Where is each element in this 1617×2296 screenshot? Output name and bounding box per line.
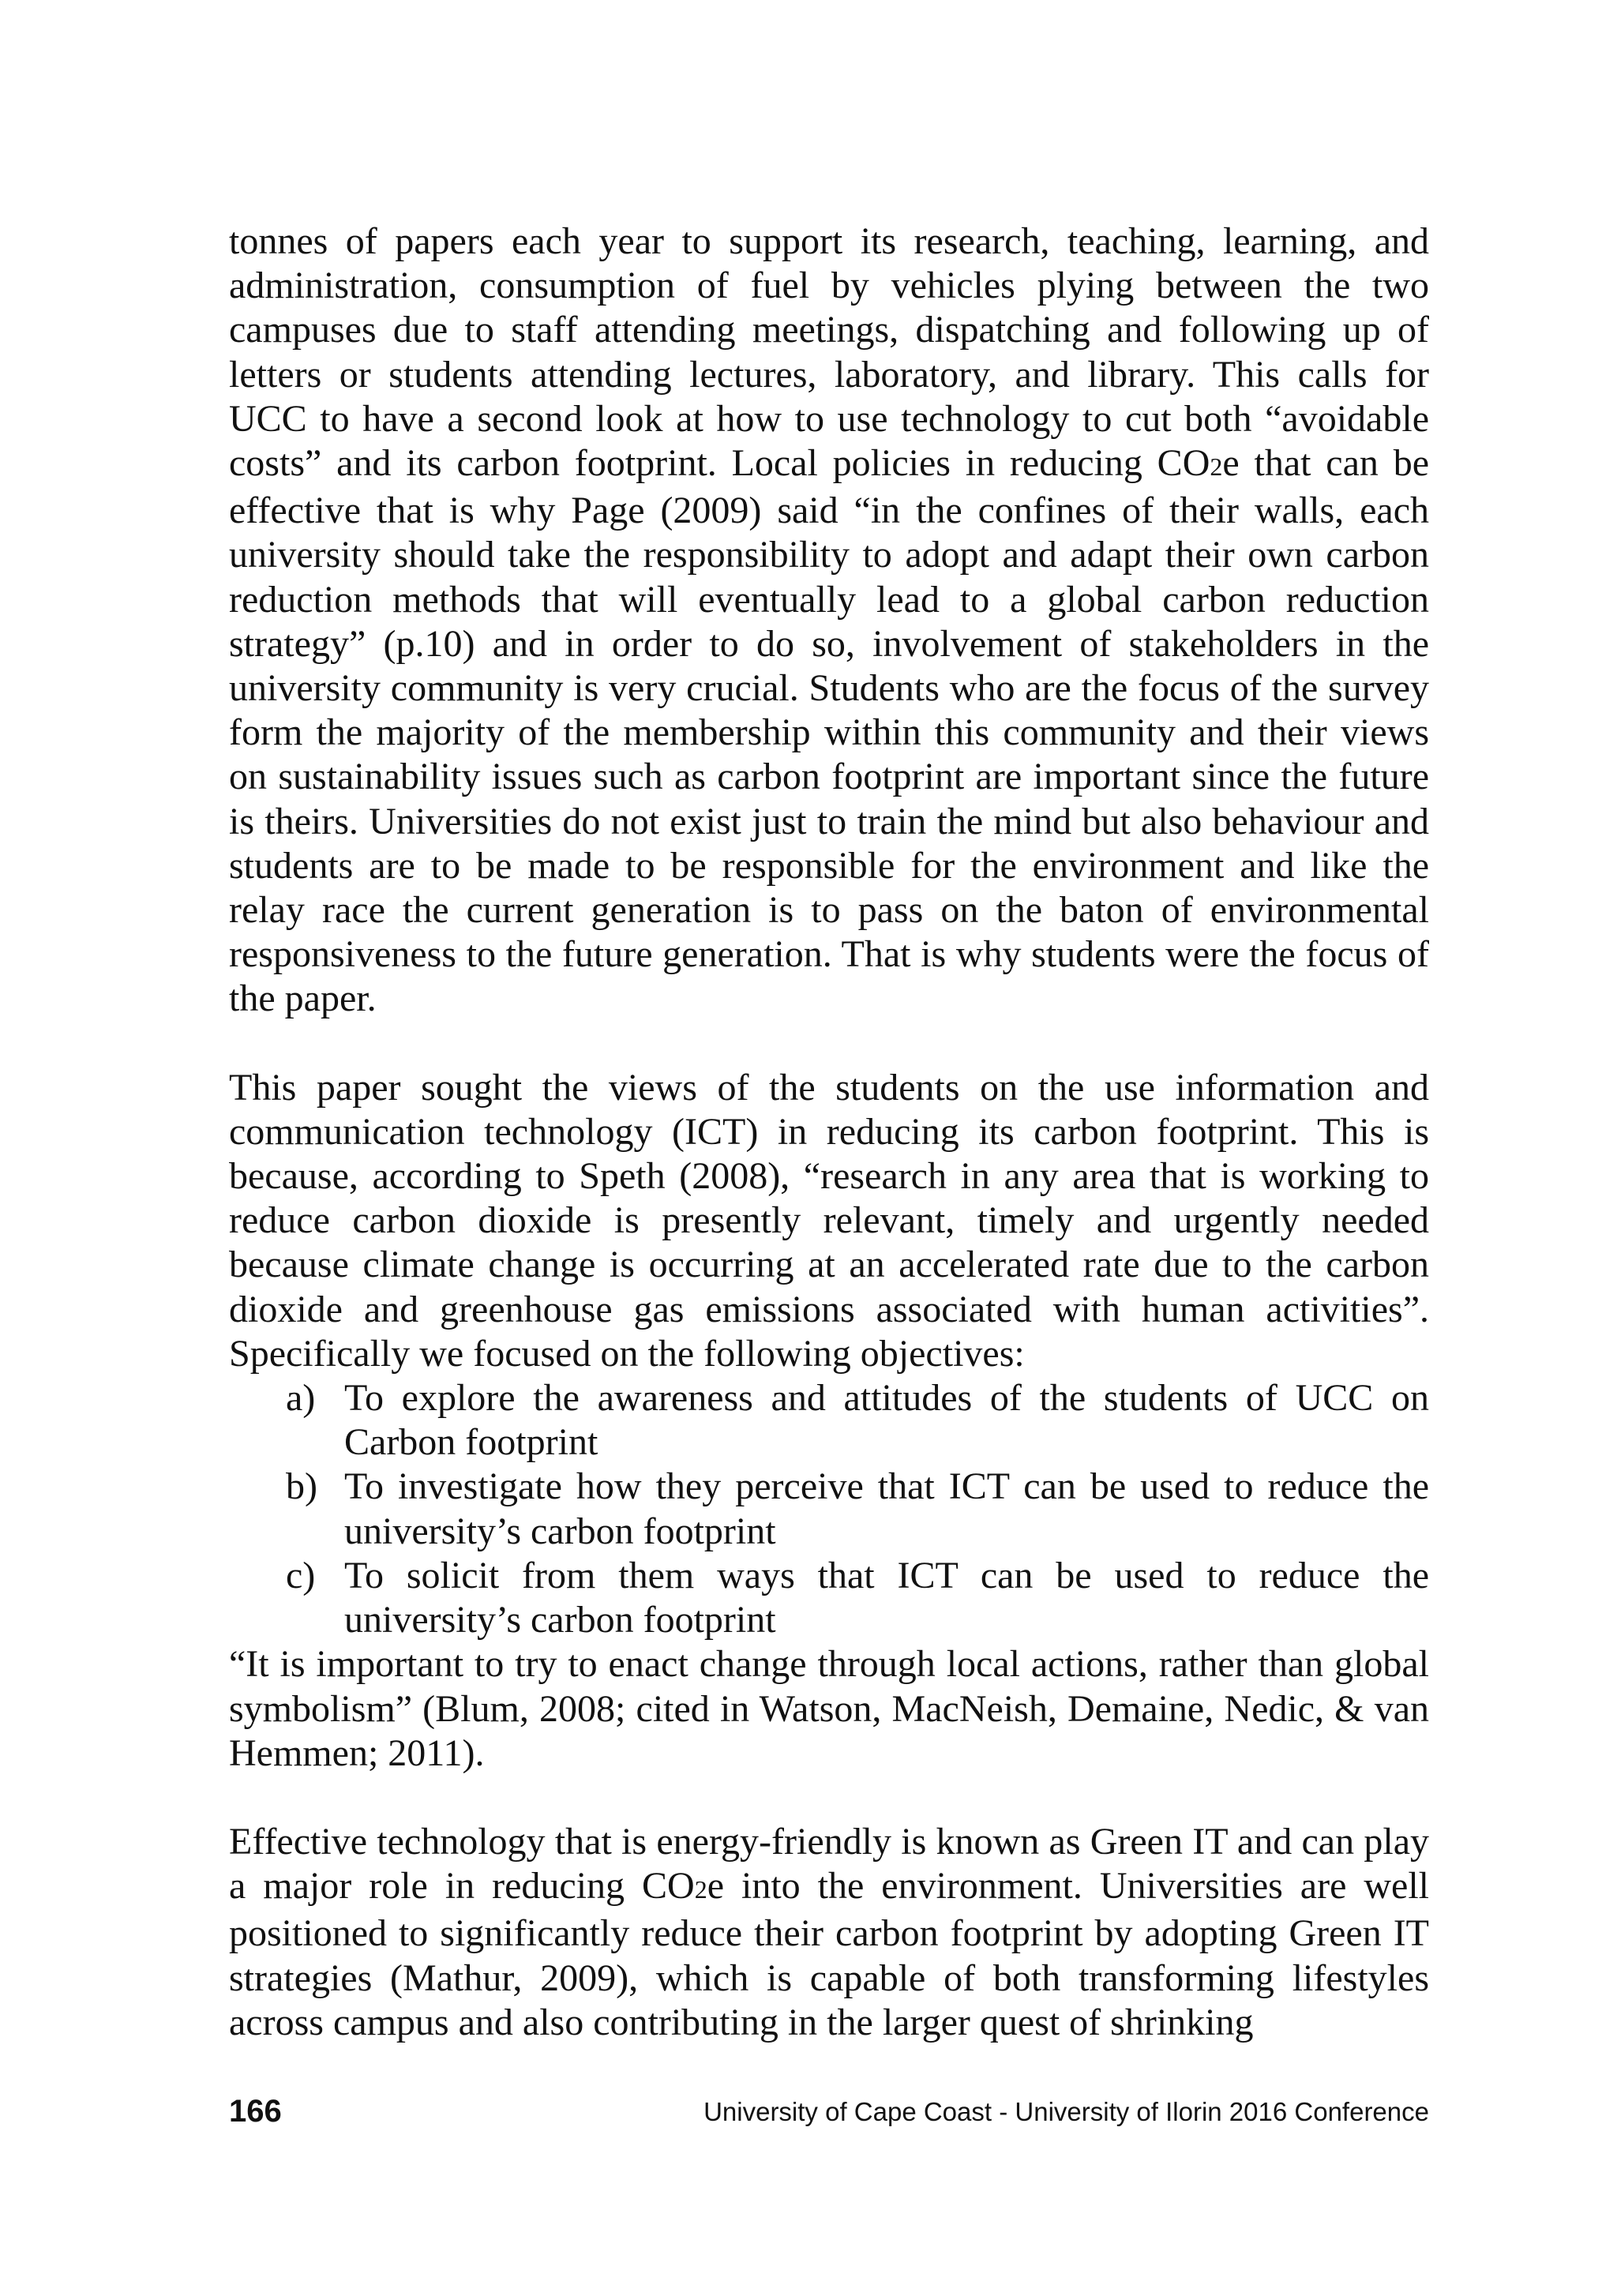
list-marker: c) <box>286 1554 316 1596</box>
paragraph-1-text-b: e that can be effective that is why Page (2009) said “in the confines of their walls, each university should take the responsibility to adopt and adapt their own carbon reduction methods that will eventually lead to a global carbon reduction strategy” (p.10) and in order to do so, involvement of stakeholders in the university community is very crucial. Students who are the focus of the survey form the majority of the membership within this community and their views on sustainability issues such as carbon footprint are important since the future is theirs. Universities do not exist just to train the mind but also behaviour and students are to be made to be responsible for the environment and like the relay race the current generation is to pass on the baton of environmental responsiveness to the future generation. That is why students were the focus of the paper. <box>229 442 1429 1020</box>
list-item-text: To investigate how they perceive that ICT can be used to reduce the university’s carbon footprint <box>344 1465 1429 1552</box>
objectives-list <box>229 1376 1429 1642</box>
paragraph-2: This paper sought the views of the students on the use information and communication technology (ICT) in reducing its carbon footprint. This is because, according to Speth (2008), “research in any area that is working to reduce carbon dioxide is presently relevant, timely and urgently needed because climate change is occurring at an accelerated rate due to the carbon dioxide and greenhouse gas emissions associated with human activities”. Specifically we focused on the following objectives: <box>229 1066 1429 1375</box>
list-item-text: To explore the awareness and attitudes of the students of UCC on Carbon footprint <box>344 1377 1429 1464</box>
page-footer <box>229 2094 1429 2133</box>
list-item <box>229 1465 1429 1553</box>
conference-title: University of Cape Coast - University of Ilorin 2016 Conference <box>703 2097 1429 2126</box>
list-marker: b) <box>286 1465 317 1508</box>
paragraph-1 <box>229 219 1429 1022</box>
paragraph-3-text-b: e into the environment. Universities are well positioned to significantly reduce their carbon footprint by adopting Green IT strategies (Mathur, 2009), which is capable of both transforming lifestyles across campus and also contributing in the larger quest of shrinking <box>229 1865 1429 2043</box>
quote-paragraph: “It is important to try to enact change through local actions, rather than global symbolism” (Blum, 2008; cited in Watson, MacNeish, Demaine, Nedic, & van Hemmen; 2011). <box>229 1643 1429 1774</box>
subscript-2: 2 <box>694 1875 707 1904</box>
list-marker: a) <box>286 1377 316 1420</box>
body-text <box>229 219 1429 2045</box>
page-number: 166 <box>229 2094 282 2129</box>
paragraph-3-text-a: Effective technology that is energy-friendly is known as Green IT and can play a major role in reducing CO <box>229 1820 1429 1908</box>
list-item-text: To solicit from them ways that ICT can be used to reduce the university’s carbon footprint <box>344 1554 1429 1641</box>
paragraph-1-text-a: tonnes of papers each year to support its research, teaching, learning, and administration, consumption of fuel by vehicles plying between the two campuses due to staff attending meetings, dispatching and following up of letters or students attending lectures, laboratory, and library. This calls for UCC to have a second look at how to use technology to cut both “avoidable costs” and its carbon footprint. Local policies in reducing CO <box>229 220 1429 485</box>
subscript-2: 2 <box>1210 452 1223 482</box>
list-item <box>229 1376 1429 1465</box>
list-item <box>229 1554 1429 1642</box>
paragraph-3 <box>229 1820 1429 2045</box>
